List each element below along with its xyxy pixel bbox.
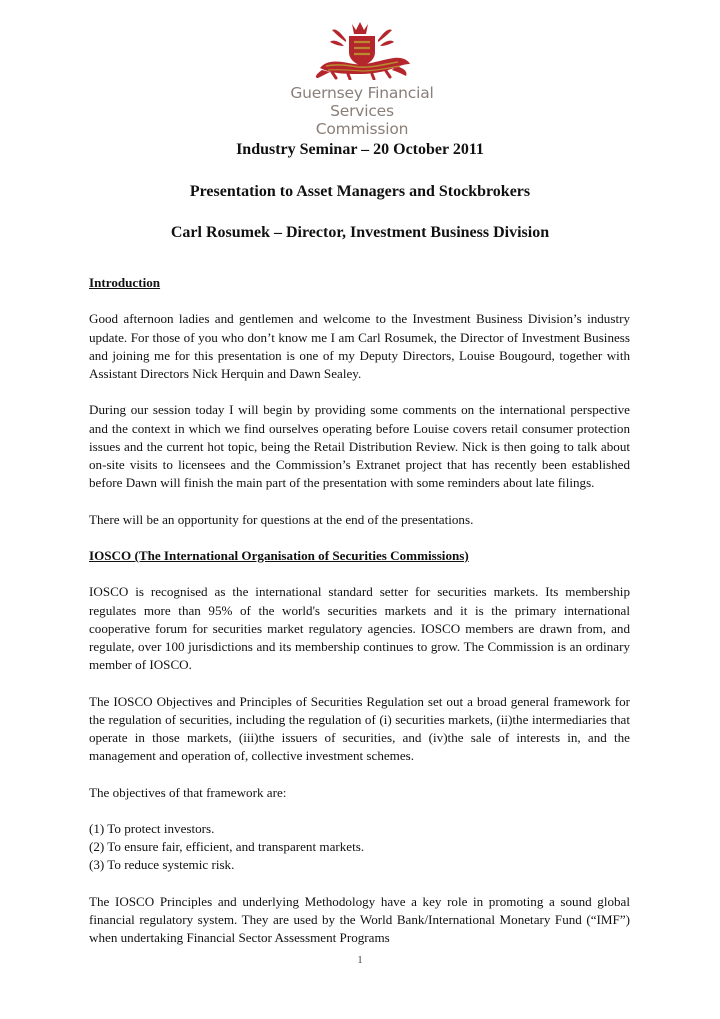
iosco-paragraph-1: IOSCO is recognised as the international standard setter for securities markets. Its membership regulates more than 95% of the world's securities markets and it is the primary international cooperative forum for securities market regulatory agencies. IOSCO members are drawn from, and regulate, over 100 jurisdictions and its membership continues to grow. The Commission is an ordinary member of IOSCO.: [89, 584, 630, 673]
objective-item: (2) To ensure fair, efficient, and transparent markets.: [89, 839, 365, 855]
objectives-list: [89, 820, 630, 875]
gfsc-logo: [282, 18, 442, 138]
iosco-paragraph-2: The IOSCO Objectives and Principles of Securities Regulation set out a broad general framework for the regulation of securities, including the regulation of (i) securities markets, (ii)the intermediaries that operate in those markets, (iii)the issuers of securities, and (iv)the sale of interests in, and the management and operation of, collective investment schemes.: [89, 693, 630, 764]
intro-paragraph-3: There will be an opportunity for questions at the end of the presentations.: [89, 511, 474, 527]
iosco-paragraph-4: The IOSCO Principles and underlying Methodology have a key role in promoting a sound global financial regulatory system. They are used by the World Bank/International Monetary Fund (“IMF”) when undertaking Financial Sector Assessment Programs: [89, 893, 630, 946]
seminar-heading: Industry Seminar – 20 October 2011: [236, 141, 484, 158]
iosco-paragraph-3: The objectives of that framework are:: [89, 784, 287, 800]
introduction-title: Introduction: [89, 275, 161, 290]
logo-line-1: Guernsey Financial: [290, 84, 434, 102]
document-body: [89, 274, 630, 966]
lion-crest-icon: [302, 18, 422, 80]
page-number: 1: [357, 955, 363, 966]
iosco-title: IOSCO (The International Organisation of Securities Commissions): [89, 547, 469, 563]
intro-paragraph-2: During our session today I will begin by providing some comments on the international perspective and the context in which we find ourselves operating before Louise covers retail consumer protection issues and the current hot topic, being the Retail Distribution Review. Nick is then going to talk about on-site visits to licensees and the Commission’s Extranet project that has recently been established before Dawn will finish the main part of the presentation with some reminders about late filings.: [89, 402, 630, 491]
objective-item: (1) To protect investors.: [89, 820, 215, 836]
speaker-heading: Carl Rosumek – Director, Investment Business Division: [170, 224, 550, 241]
objective-item: (3) To reduce systemic risk.: [89, 857, 235, 873]
presentation-heading: Presentation to Asset Managers and Stockbrokers: [189, 183, 531, 200]
intro-paragraph-1: Good afternoon ladies and gentlemen and welcome to the Investment Business Division’s industry update. For those of you who don’t know me I am Carl Rosumek, the Director of Investment Business and joining me for this presentation is one of my Deputy Directors, Louise Bougourd, together with Assistant Directors Nick Herquin and Dawn Sealey.: [89, 311, 630, 381]
logo-line-2: Services Commission: [315, 102, 409, 138]
